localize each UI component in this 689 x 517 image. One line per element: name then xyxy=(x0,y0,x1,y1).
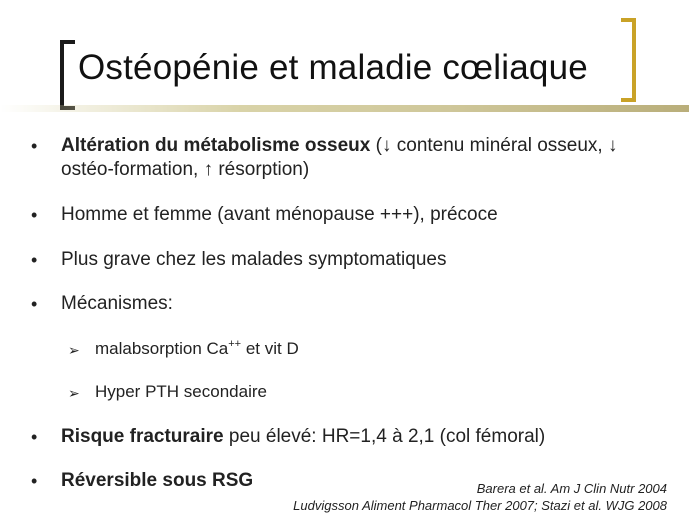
bullet-metabolism-bold: Altération du métabolisme osseux xyxy=(61,135,371,156)
slide-title: Ostéopénie et maladie cœliaque xyxy=(78,48,588,87)
sub-bullet-malabsorption-text xyxy=(95,337,689,361)
reference-barera: Barera et al. Am J Clin Nutr 2004 xyxy=(476,481,667,496)
arrowhead-bullet-icon: ➢ xyxy=(68,385,80,401)
malabsorption-text: malabsorption Ca xyxy=(95,339,229,358)
calcium-superscript: ++ xyxy=(228,338,242,350)
bullet-fracture-risk-bold: Risque fracturaire xyxy=(61,426,224,447)
bullet-icon: • xyxy=(31,205,38,225)
arrow-down-icon: ↓ xyxy=(607,135,618,156)
bullet-fracture-risk-text xyxy=(61,425,661,449)
bullet-mechanisms-text: Mécanismes: xyxy=(61,293,173,314)
bullet-metabolism-part-d: résorption) xyxy=(213,159,310,180)
bullet-population-text: Homme et femme (avant ménopause +++), précoce xyxy=(61,204,498,225)
bullet-icon: • xyxy=(31,294,38,314)
arrow-down-icon: ↓ xyxy=(381,135,392,156)
bullet-icon: • xyxy=(31,427,38,447)
bullet-metabolism-part-c: ostéo-formation, xyxy=(61,159,204,180)
bullet-fracture-risk-rest: peu élevé: HR=1,4 à 2,1 (col fémoral) xyxy=(223,426,546,447)
arrowhead-bullet-icon: ➢ xyxy=(68,342,80,358)
sub-bullet-pth-text: Hyper PTH secondaire xyxy=(95,382,267,401)
bullet-icon: • xyxy=(31,250,38,270)
bullet-severity-text: Plus grave chez les malades symptomatiques xyxy=(61,249,447,270)
arrow-up-icon: ↑ xyxy=(203,159,214,180)
bullet-icon: • xyxy=(31,471,38,491)
bullet-metabolism-text xyxy=(61,134,661,182)
bullet-icon: • xyxy=(31,136,38,156)
bullet-metabolism-part-b: contenu minéral osseux, xyxy=(391,135,608,156)
bullet-metabolism-part-a: ( xyxy=(370,135,382,156)
bullet-reversible-bold: Réversible sous RSG xyxy=(61,470,254,491)
vitamin-d-text: et vit D xyxy=(241,339,299,358)
reference-ludvigsson-stazi: Ludvigsson Aliment Pharmacol Ther 2007; Stazi et al. WJG 2008 xyxy=(293,498,667,513)
